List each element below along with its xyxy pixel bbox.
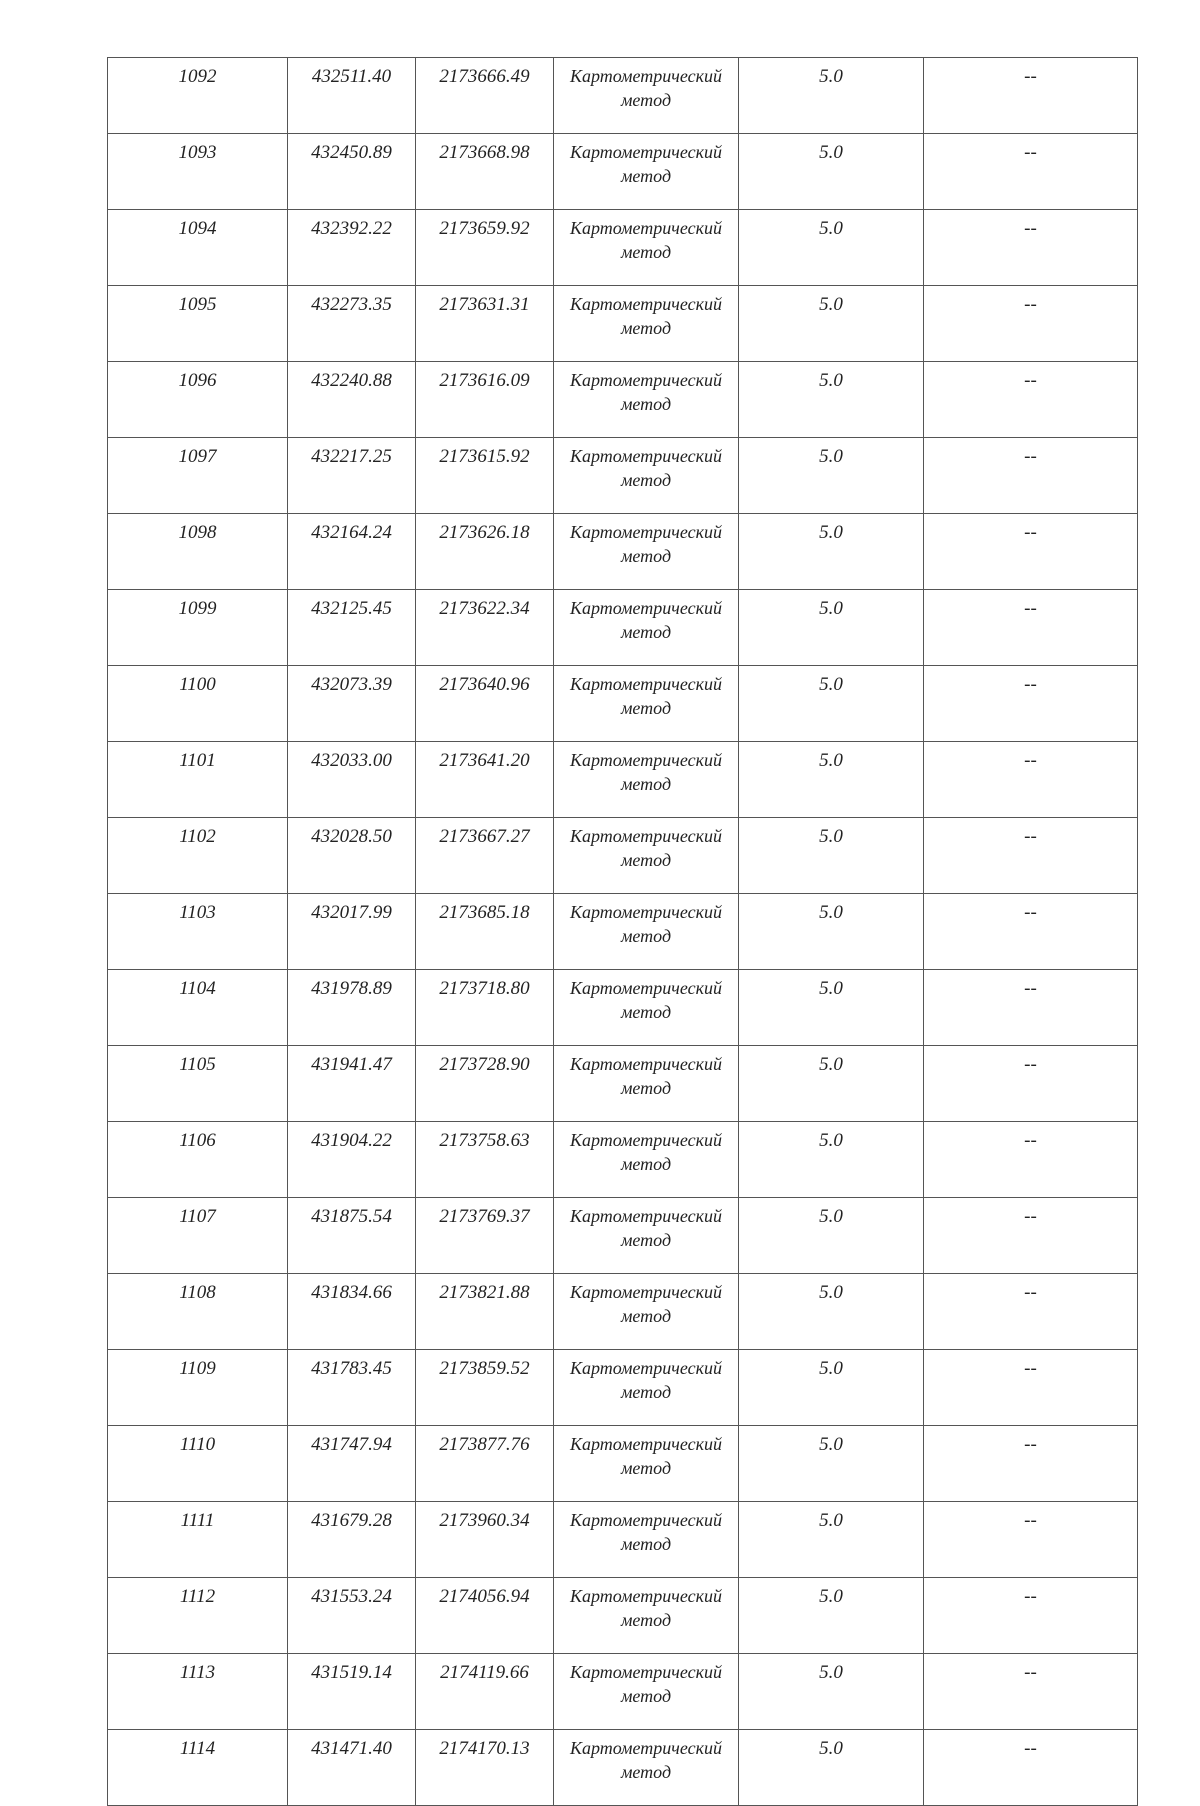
note-cell: --: [924, 894, 1138, 970]
point-number-cell: 1092: [108, 58, 288, 134]
note-cell: --: [924, 1578, 1138, 1654]
table-row: [108, 58, 1138, 134]
note-cell: --: [924, 1730, 1138, 1806]
table-row: [108, 1502, 1138, 1578]
precision-cell: 5.0: [739, 970, 924, 1046]
x-coordinate-cell: 432450.89: [288, 134, 416, 210]
method-cell: Картометрический метод: [554, 58, 739, 134]
note-cell: --: [924, 666, 1138, 742]
table-row: [108, 818, 1138, 894]
y-coordinate-cell: 2173640.96: [416, 666, 554, 742]
table-row: [108, 286, 1138, 362]
precision-cell: 5.0: [739, 1198, 924, 1274]
precision-cell: 5.0: [739, 1122, 924, 1198]
note-cell: --: [924, 1274, 1138, 1350]
y-coordinate-cell: 2173769.37: [416, 1198, 554, 1274]
x-coordinate-cell: 431471.40: [288, 1730, 416, 1806]
method-cell: Картометрический метод: [554, 286, 739, 362]
precision-cell: 5.0: [739, 666, 924, 742]
point-number-cell: 1103: [108, 894, 288, 970]
y-coordinate-cell: 2173631.31: [416, 286, 554, 362]
x-coordinate-cell: 432033.00: [288, 742, 416, 818]
y-coordinate-cell: 2173685.18: [416, 894, 554, 970]
point-number-cell: 1101: [108, 742, 288, 818]
point-number-cell: 1099: [108, 590, 288, 666]
x-coordinate-cell: 431875.54: [288, 1198, 416, 1274]
point-number-cell: 1093: [108, 134, 288, 210]
x-coordinate-cell: 431904.22: [288, 1122, 416, 1198]
y-coordinate-cell: 2174056.94: [416, 1578, 554, 1654]
table-row: [108, 134, 1138, 210]
precision-cell: 5.0: [739, 58, 924, 134]
precision-cell: 5.0: [739, 1426, 924, 1502]
note-cell: --: [924, 590, 1138, 666]
y-coordinate-cell: 2173659.92: [416, 210, 554, 286]
precision-cell: 5.0: [739, 1578, 924, 1654]
table-row: [108, 742, 1138, 818]
x-coordinate-cell: 431941.47: [288, 1046, 416, 1122]
table-row: [108, 210, 1138, 286]
precision-cell: 5.0: [739, 362, 924, 438]
method-cell: Картометрический метод: [554, 1730, 739, 1806]
note-cell: --: [924, 1046, 1138, 1122]
x-coordinate-cell: 432125.45: [288, 590, 416, 666]
x-coordinate-cell: 432217.25: [288, 438, 416, 514]
note-cell: --: [924, 210, 1138, 286]
precision-cell: 5.0: [739, 742, 924, 818]
note-cell: --: [924, 970, 1138, 1046]
y-coordinate-cell: 2173821.88: [416, 1274, 554, 1350]
note-cell: --: [924, 1654, 1138, 1730]
y-coordinate-cell: 2173758.63: [416, 1122, 554, 1198]
y-coordinate-cell: 2173641.20: [416, 742, 554, 818]
table-row: [108, 1730, 1138, 1806]
method-cell: Картометрический метод: [554, 210, 739, 286]
note-cell: --: [924, 58, 1138, 134]
method-cell: Картометрический метод: [554, 362, 739, 438]
x-coordinate-cell: 432017.99: [288, 894, 416, 970]
method-cell: Картометрический метод: [554, 514, 739, 590]
x-coordinate-cell: 432028.50: [288, 818, 416, 894]
method-cell: Картометрический метод: [554, 742, 739, 818]
y-coordinate-cell: 2173615.92: [416, 438, 554, 514]
x-coordinate-cell: 432273.35: [288, 286, 416, 362]
x-coordinate-cell: 431747.94: [288, 1426, 416, 1502]
method-cell: Картометрический метод: [554, 970, 739, 1046]
x-coordinate-cell: 432392.22: [288, 210, 416, 286]
note-cell: --: [924, 742, 1138, 818]
table-row: [108, 970, 1138, 1046]
note-cell: --: [924, 1502, 1138, 1578]
y-coordinate-cell: 2174119.66: [416, 1654, 554, 1730]
precision-cell: 5.0: [739, 514, 924, 590]
table-row: [108, 1426, 1138, 1502]
precision-cell: 5.0: [739, 590, 924, 666]
method-cell: Картометрический метод: [554, 1274, 739, 1350]
precision-cell: 5.0: [739, 1046, 924, 1122]
note-cell: --: [924, 134, 1138, 210]
method-cell: Картометрический метод: [554, 1578, 739, 1654]
method-cell: Картометрический метод: [554, 438, 739, 514]
y-coordinate-cell: 2173877.76: [416, 1426, 554, 1502]
note-cell: --: [924, 438, 1138, 514]
precision-cell: 5.0: [739, 1654, 924, 1730]
method-cell: Картометрический метод: [554, 1350, 739, 1426]
x-coordinate-cell: 431679.28: [288, 1502, 416, 1578]
method-cell: Картометрический метод: [554, 894, 739, 970]
point-number-cell: 1096: [108, 362, 288, 438]
method-cell: Картометрический метод: [554, 1122, 739, 1198]
x-coordinate-cell: 431553.24: [288, 1578, 416, 1654]
point-number-cell: 1110: [108, 1426, 288, 1502]
y-coordinate-cell: 2174170.13: [416, 1730, 554, 1806]
y-coordinate-cell: 2173718.80: [416, 970, 554, 1046]
point-number-cell: 1106: [108, 1122, 288, 1198]
x-coordinate-cell: 432511.40: [288, 58, 416, 134]
y-coordinate-cell: 2173666.49: [416, 58, 554, 134]
method-cell: Картометрический метод: [554, 818, 739, 894]
y-coordinate-cell: 2173960.34: [416, 1502, 554, 1578]
precision-cell: 5.0: [739, 1730, 924, 1806]
method-cell: Картометрический метод: [554, 1502, 739, 1578]
x-coordinate-cell: 432240.88: [288, 362, 416, 438]
point-number-cell: 1108: [108, 1274, 288, 1350]
y-coordinate-cell: 2173859.52: [416, 1350, 554, 1426]
precision-cell: 5.0: [739, 1502, 924, 1578]
table-row: [108, 1654, 1138, 1730]
table-row: [108, 1274, 1138, 1350]
x-coordinate-cell: 432073.39: [288, 666, 416, 742]
note-cell: --: [924, 1350, 1138, 1426]
method-cell: Картометрический метод: [554, 590, 739, 666]
x-coordinate-cell: 431978.89: [288, 970, 416, 1046]
x-coordinate-cell: 431783.45: [288, 1350, 416, 1426]
method-cell: Картометрический метод: [554, 134, 739, 210]
table-row: [108, 894, 1138, 970]
table-row: [108, 1046, 1138, 1122]
table-row: [108, 1350, 1138, 1426]
y-coordinate-cell: 2173626.18: [416, 514, 554, 590]
coordinates-table-body: [108, 58, 1138, 1806]
point-number-cell: 1102: [108, 818, 288, 894]
point-number-cell: 1095: [108, 286, 288, 362]
method-cell: Картометрический метод: [554, 1426, 739, 1502]
precision-cell: 5.0: [739, 438, 924, 514]
coordinates-table: [107, 57, 1138, 1806]
method-cell: Картометрический метод: [554, 1046, 739, 1122]
x-coordinate-cell: 432164.24: [288, 514, 416, 590]
table-row: [108, 1122, 1138, 1198]
note-cell: --: [924, 1426, 1138, 1502]
precision-cell: 5.0: [739, 1350, 924, 1426]
note-cell: --: [924, 362, 1138, 438]
precision-cell: 5.0: [739, 818, 924, 894]
x-coordinate-cell: 431519.14: [288, 1654, 416, 1730]
table-row: [108, 438, 1138, 514]
point-number-cell: 1112: [108, 1578, 288, 1654]
point-number-cell: 1113: [108, 1654, 288, 1730]
method-cell: Картометрический метод: [554, 666, 739, 742]
point-number-cell: 1100: [108, 666, 288, 742]
note-cell: --: [924, 286, 1138, 362]
note-cell: --: [924, 514, 1138, 590]
precision-cell: 5.0: [739, 134, 924, 210]
table-row: [108, 1578, 1138, 1654]
point-number-cell: 1098: [108, 514, 288, 590]
precision-cell: 5.0: [739, 1274, 924, 1350]
precision-cell: 5.0: [739, 210, 924, 286]
y-coordinate-cell: 2173668.98: [416, 134, 554, 210]
x-coordinate-cell: 431834.66: [288, 1274, 416, 1350]
precision-cell: 5.0: [739, 894, 924, 970]
point-number-cell: 1105: [108, 1046, 288, 1122]
point-number-cell: 1107: [108, 1198, 288, 1274]
point-number-cell: 1104: [108, 970, 288, 1046]
point-number-cell: 1111: [108, 1502, 288, 1578]
note-cell: --: [924, 818, 1138, 894]
method-cell: Картометрический метод: [554, 1198, 739, 1274]
point-number-cell: 1109: [108, 1350, 288, 1426]
y-coordinate-cell: 2173667.27: [416, 818, 554, 894]
y-coordinate-cell: 2173622.34: [416, 590, 554, 666]
y-coordinate-cell: 2173728.90: [416, 1046, 554, 1122]
note-cell: --: [924, 1122, 1138, 1198]
method-cell: Картометрический метод: [554, 1654, 739, 1730]
table-row: [108, 514, 1138, 590]
table-row: [108, 666, 1138, 742]
y-coordinate-cell: 2173616.09: [416, 362, 554, 438]
point-number-cell: 1114: [108, 1730, 288, 1806]
point-number-cell: 1094: [108, 210, 288, 286]
note-cell: --: [924, 1198, 1138, 1274]
precision-cell: 5.0: [739, 286, 924, 362]
table-row: [108, 1198, 1138, 1274]
table-row: [108, 362, 1138, 438]
point-number-cell: 1097: [108, 438, 288, 514]
table-row: [108, 590, 1138, 666]
